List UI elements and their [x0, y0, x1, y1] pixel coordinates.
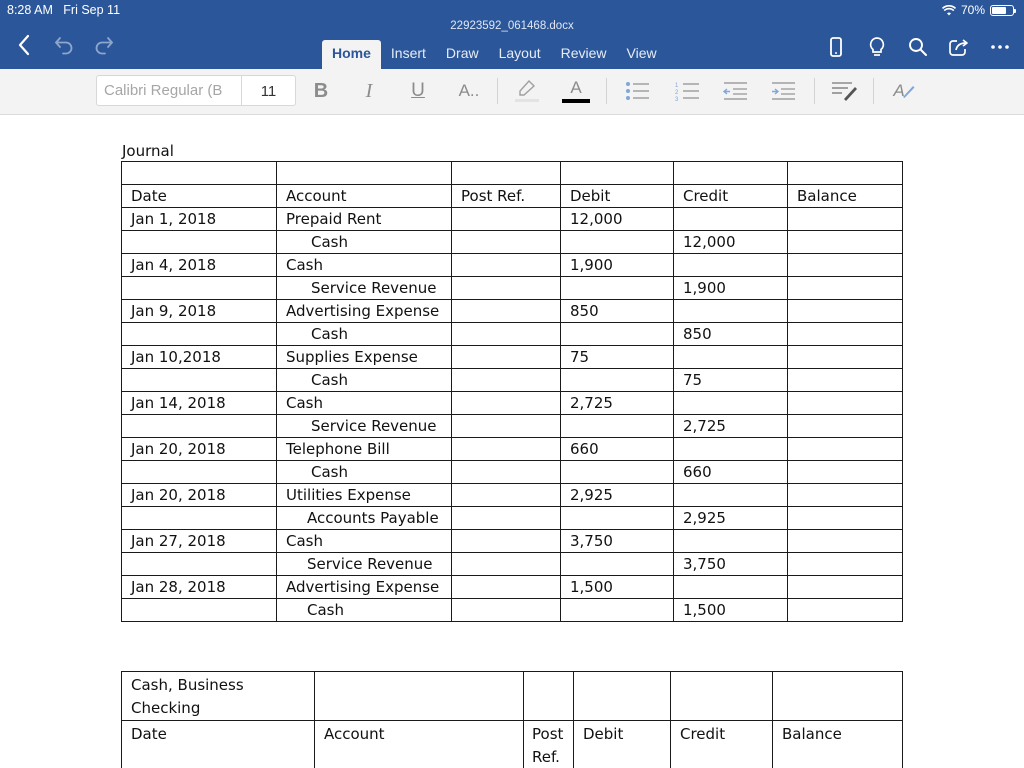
- cell-credit[interactable]: [674, 254, 788, 277]
- increase-indent-icon[interactable]: [768, 77, 798, 105]
- phone-icon[interactable]: [821, 34, 850, 60]
- cell-date[interactable]: Jan 20, 2018: [122, 484, 277, 507]
- cell-debit[interactable]: 12,000: [561, 208, 674, 231]
- cell-post-ref[interactable]: [452, 277, 561, 300]
- italic-button[interactable]: I: [365, 79, 373, 102]
- cell-account[interactable]: Cash: [277, 392, 452, 415]
- table-row: [122, 438, 903, 461]
- ledger-title[interactable]: Cash, Business Checking: [122, 672, 315, 721]
- journal-heading: Journal: [122, 142, 174, 160]
- table-row: [122, 162, 903, 185]
- tab-insert[interactable]: Insert: [390, 45, 426, 61]
- tab-draw[interactable]: Draw: [445, 45, 479, 61]
- text-effects-button[interactable]: A..: [458, 81, 480, 100]
- cell-credit[interactable]: [674, 208, 788, 231]
- cell-account[interactable]: Cash: [277, 530, 452, 553]
- font-name-field[interactable]: Calibri Regular (B: [97, 76, 242, 105]
- cell-credit[interactable]: [674, 576, 788, 599]
- toolbar-right: [821, 34, 1014, 60]
- cell-account[interactable]: Telephone Bill: [277, 438, 452, 461]
- cell-credit[interactable]: [674, 530, 788, 553]
- lightbulb-icon[interactable]: [862, 34, 891, 60]
- header-balance[interactable]: Balance: [788, 185, 903, 208]
- styles-letter: A: [893, 81, 905, 100]
- cell-debit[interactable]: [561, 553, 674, 576]
- table-cell[interactable]: [574, 672, 671, 721]
- cell-credit[interactable]: [674, 484, 788, 507]
- cell-date[interactable]: [122, 461, 277, 484]
- cell-date[interactable]: Jan 27, 2018: [122, 530, 277, 553]
- cell-account[interactable]: Accounts Payable: [277, 507, 452, 530]
- cell-post-ref[interactable]: [452, 346, 561, 369]
- cell-date[interactable]: Jan 9, 2018: [122, 300, 277, 323]
- cell-balance[interactable]: [788, 369, 903, 392]
- battery-icon: [990, 5, 1014, 16]
- header-date[interactable]: Date: [122, 185, 277, 208]
- cell-balance[interactable]: [788, 553, 903, 576]
- table-row: [122, 415, 903, 438]
- document-title: 22923592_061468.docx: [450, 20, 574, 32]
- table-header-row: [122, 185, 903, 208]
- cell-balance[interactable]: [788, 415, 903, 438]
- cell-date[interactable]: [122, 277, 277, 300]
- underline-button[interactable]: U: [411, 80, 425, 101]
- cell-post-ref[interactable]: [452, 461, 561, 484]
- table-row: [122, 530, 903, 553]
- numbering-icon[interactable]: [672, 77, 702, 105]
- title-bar: [0, 0, 1024, 69]
- ribbon-tabs: [322, 40, 667, 69]
- cell-debit[interactable]: 2,925: [561, 484, 674, 507]
- status-right: [942, 3, 1014, 17]
- table-row: [122, 277, 903, 300]
- cell-debit[interactable]: [561, 231, 674, 254]
- cell-credit[interactable]: [674, 300, 788, 323]
- cell-post-ref[interactable]: [452, 300, 561, 323]
- cell-credit[interactable]: [674, 346, 788, 369]
- styles-icon[interactable]: [888, 77, 920, 105]
- table-row: [122, 576, 903, 599]
- cell-credit[interactable]: 75: [674, 369, 788, 392]
- svg-text:1: 1: [675, 83, 679, 89]
- cell-balance[interactable]: [788, 323, 903, 346]
- cell-credit[interactable]: 1,900: [674, 277, 788, 300]
- cell-balance[interactable]: [788, 461, 903, 484]
- cell-account[interactable]: Cash: [277, 231, 452, 254]
- cell-post-ref[interactable]: [452, 438, 561, 461]
- cell-debit[interactable]: [561, 599, 674, 622]
- cell-debit[interactable]: [561, 369, 674, 392]
- cell-credit[interactable]: 850: [674, 323, 788, 346]
- cell-balance[interactable]: [788, 438, 903, 461]
- cell-balance[interactable]: [788, 576, 903, 599]
- font-color-button[interactable]: [560, 77, 592, 105]
- header-debit[interactable]: Debit: [561, 185, 674, 208]
- cell-post-ref[interactable]: [452, 553, 561, 576]
- font-picker[interactable]: [96, 75, 296, 106]
- status-time: [7, 3, 120, 17]
- table-cell[interactable]: [452, 162, 561, 185]
- table-row: [122, 461, 903, 484]
- cell-debit[interactable]: [561, 415, 674, 438]
- more-icon[interactable]: [985, 34, 1014, 60]
- cell-credit[interactable]: [674, 392, 788, 415]
- cell-account[interactable]: Cash: [277, 254, 452, 277]
- cell-account[interactable]: Prepaid Rent: [277, 208, 452, 231]
- ledger-header-row: [122, 721, 903, 768]
- table-row: [122, 300, 903, 323]
- cell-credit[interactable]: 660: [674, 461, 788, 484]
- table-row: [122, 484, 903, 507]
- cell-balance[interactable]: [788, 254, 903, 277]
- cell-account[interactable]: Service Revenue: [277, 277, 452, 300]
- table-cell[interactable]: [315, 672, 524, 721]
- cell-post-ref[interactable]: [452, 323, 561, 346]
- table-row: [122, 208, 903, 231]
- header-account[interactable]: Account: [277, 185, 452, 208]
- redo-icon[interactable]: [90, 32, 118, 58]
- font-color-swatch: [562, 99, 590, 103]
- ledger-header-credit[interactable]: Credit: [671, 721, 773, 768]
- cell-post-ref[interactable]: [452, 576, 561, 599]
- cell-post-ref[interactable]: [452, 208, 561, 231]
- ribbon-divider: [606, 78, 607, 104]
- table-row: [122, 231, 903, 254]
- tab-layout[interactable]: Layout: [498, 45, 541, 61]
- tab-view[interactable]: View: [626, 45, 657, 61]
- cell-debit[interactable]: 1,500: [561, 576, 674, 599]
- highlighter-icon[interactable]: [511, 77, 543, 105]
- clock: 8:28 AM: [7, 3, 53, 17]
- cell-account[interactable]: Cash: [277, 461, 452, 484]
- home-ribbon: [0, 69, 1024, 115]
- ribbon-divider: [497, 78, 498, 104]
- cell-account[interactable]: Supplies Expense: [277, 346, 452, 369]
- share-icon[interactable]: [944, 34, 973, 60]
- cell-date[interactable]: [122, 599, 277, 622]
- cell-date[interactable]: [122, 507, 277, 530]
- header-credit[interactable]: Credit: [674, 185, 788, 208]
- cell-credit[interactable]: 1,500: [674, 599, 788, 622]
- cell-account[interactable]: Advertising Expense: [277, 576, 452, 599]
- ledger-header-post-ref[interactable]: Post Ref.: [524, 721, 574, 768]
- cell-post-ref[interactable]: [452, 415, 561, 438]
- cell-date[interactable]: [122, 231, 277, 254]
- cell-account[interactable]: Cash: [277, 599, 452, 622]
- table-row: [122, 553, 903, 576]
- ledger-header-account[interactable]: Account: [315, 721, 524, 768]
- cell-balance[interactable]: [788, 392, 903, 415]
- cell-balance[interactable]: [788, 277, 903, 300]
- cell-credit[interactable]: [674, 438, 788, 461]
- table-cell[interactable]: [561, 162, 674, 185]
- cell-date[interactable]: [122, 415, 277, 438]
- cell-date[interactable]: Jan 1, 2018: [122, 208, 277, 231]
- cell-date[interactable]: [122, 369, 277, 392]
- cell-account[interactable]: Service Revenue: [277, 415, 452, 438]
- cell-date[interactable]: Jan 4, 2018: [122, 254, 277, 277]
- font-color-letter: A: [570, 78, 582, 97]
- cell-date[interactable]: Jan 14, 2018: [122, 392, 277, 415]
- cell-debit[interactable]: 2,725: [561, 392, 674, 415]
- ribbon-divider: [814, 78, 815, 104]
- cell-post-ref[interactable]: [452, 484, 561, 507]
- ledger-header-debit[interactable]: Debit: [574, 721, 671, 768]
- ledger-title-row: [122, 672, 903, 721]
- cell-debit[interactable]: [561, 507, 674, 530]
- cash-ledger-table: [121, 671, 903, 768]
- cell-balance[interactable]: [788, 484, 903, 507]
- cell-credit[interactable]: 2,925: [674, 507, 788, 530]
- cell-debit[interactable]: 3,750: [561, 530, 674, 553]
- table-cell[interactable]: [524, 672, 574, 721]
- ribbon-divider: [873, 78, 874, 104]
- paragraph-format-icon[interactable]: [828, 77, 860, 105]
- cell-account[interactable]: Service Revenue: [277, 553, 452, 576]
- date: Fri Sep 11: [63, 3, 121, 17]
- nav-controls: [10, 32, 118, 58]
- table-row: [122, 392, 903, 415]
- undo-icon[interactable]: [50, 32, 78, 58]
- ledger-header-balance[interactable]: Balance: [773, 721, 903, 768]
- cell-date[interactable]: Jan 10,2018: [122, 346, 277, 369]
- cell-post-ref[interactable]: [452, 507, 561, 530]
- bold-button[interactable]: B: [313, 79, 329, 102]
- cell-credit[interactable]: 3,750: [674, 553, 788, 576]
- cell-balance[interactable]: [788, 346, 903, 369]
- cell-debit[interactable]: [561, 277, 674, 300]
- cell-balance[interactable]: [788, 507, 903, 530]
- tab-home[interactable]: Home: [322, 40, 381, 69]
- cell-date[interactable]: [122, 323, 277, 346]
- table-row: [122, 323, 903, 346]
- cell-debit[interactable]: 1,900: [561, 254, 674, 277]
- cell-post-ref[interactable]: [452, 599, 561, 622]
- ledger-header-date[interactable]: Date: [122, 721, 315, 768]
- cell-debit[interactable]: [561, 323, 674, 346]
- table-row: [122, 254, 903, 277]
- wifi-icon: [942, 5, 956, 16]
- cell-post-ref[interactable]: [452, 254, 561, 277]
- table-row: [122, 346, 903, 369]
- table-row: [122, 369, 903, 392]
- cell-balance[interactable]: [788, 530, 903, 553]
- table-cell[interactable]: [674, 162, 788, 185]
- cell-credit[interactable]: 2,725: [674, 415, 788, 438]
- cell-balance[interactable]: [788, 208, 903, 231]
- table-cell[interactable]: [671, 672, 773, 721]
- cell-post-ref[interactable]: [452, 369, 561, 392]
- font-size-field[interactable]: 11: [260, 83, 277, 100]
- document-canvas[interactable]: [0, 115, 1024, 768]
- cell-post-ref[interactable]: [452, 231, 561, 254]
- table-cell[interactable]: [122, 162, 277, 185]
- cell-post-ref[interactable]: [452, 392, 561, 415]
- cell-account[interactable]: Cash: [277, 369, 452, 392]
- search-icon[interactable]: [903, 34, 932, 60]
- cell-debit[interactable]: 660: [561, 438, 674, 461]
- chevron-left-icon[interactable]: [10, 32, 38, 58]
- table-cell[interactable]: [277, 162, 452, 185]
- cell-post-ref[interactable]: [452, 530, 561, 553]
- cell-credit[interactable]: 12,000: [674, 231, 788, 254]
- cell-date[interactable]: Jan 20, 2018: [122, 438, 277, 461]
- cell-debit[interactable]: 75: [561, 346, 674, 369]
- cell-date[interactable]: [122, 553, 277, 576]
- table-row: [122, 599, 903, 622]
- table-cell[interactable]: [773, 672, 903, 721]
- svg-text:3: 3: [675, 97, 679, 102]
- decrease-indent-icon[interactable]: [720, 77, 750, 105]
- cell-debit[interactable]: 850: [561, 300, 674, 323]
- cell-date[interactable]: Jan 28, 2018: [122, 576, 277, 599]
- tab-review[interactable]: Review: [560, 45, 607, 61]
- cell-account[interactable]: Utilities Expense: [277, 484, 452, 507]
- table-cell[interactable]: [788, 162, 903, 185]
- table-row: [122, 507, 903, 530]
- header-post-ref[interactable]: Post Ref.: [452, 185, 561, 208]
- cell-balance[interactable]: [788, 231, 903, 254]
- battery-percent: 70%: [960, 3, 985, 17]
- svg-text:2: 2: [675, 90, 679, 96]
- cell-account[interactable]: Advertising Expense: [277, 300, 452, 323]
- cell-balance[interactable]: [788, 300, 903, 323]
- cell-balance[interactable]: [788, 599, 903, 622]
- cell-account[interactable]: Cash: [277, 323, 452, 346]
- cell-debit[interactable]: [561, 461, 674, 484]
- battery-level: [992, 7, 1006, 14]
- bullets-icon[interactable]: [622, 77, 652, 105]
- journal-table: [121, 161, 903, 622]
